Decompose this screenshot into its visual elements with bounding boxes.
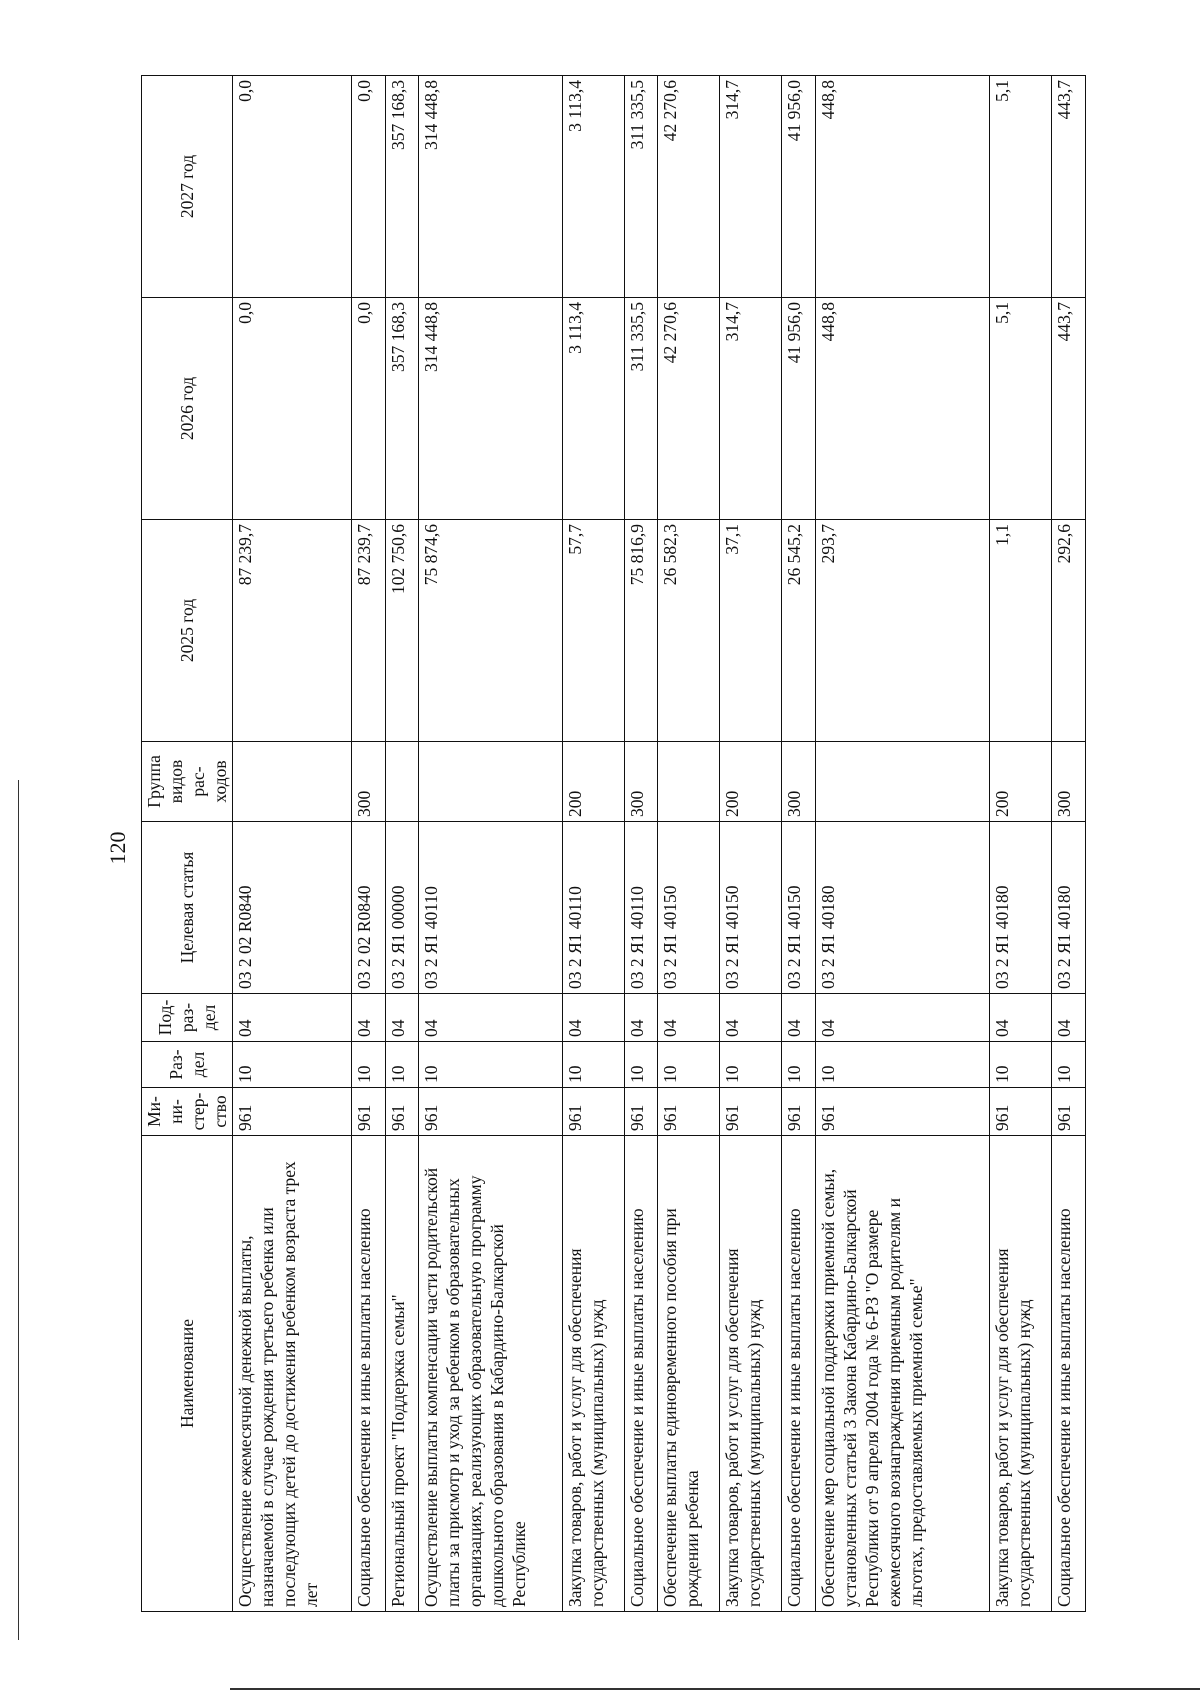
page-number: 120 [105,831,130,865]
header-target: Целевая статья [142,822,233,994]
cell-subsection: 04 [562,994,624,1042]
cell-name: Социальное обеспечение и иные выплаты населению [1052,1136,1086,1612]
cell-section: 10 [352,1042,385,1088]
cell-2025: 87 239,7 [352,520,385,742]
cell-group [385,742,418,822]
cell-group [815,742,989,822]
cell-2025: 26 582,3 [658,520,720,742]
cell-2027: 314,7 [720,76,782,298]
cell-ministry: 961 [1052,1088,1086,1136]
cell-group: 300 [624,742,657,822]
cell-2027: 448,8 [815,76,989,298]
cell-ministry: 961 [233,1088,352,1136]
cell-target: 03 2 Я1 40150 [720,822,782,994]
cell-name: Социальное обеспечение и иные выплаты населению [782,1136,815,1612]
cell-group [419,742,562,822]
rotated-page [141,76,1086,1612]
cell-2026: 443,7 [1052,298,1086,520]
cell-name: Социальное обеспечение и иные выплаты населению [624,1136,657,1612]
cell-2026: 41 956,0 [782,298,815,520]
cell-2025: 87 239,7 [233,520,352,742]
cell-target: 03 2 Я1 40180 [990,822,1052,994]
table-row [782,76,815,1612]
cell-group: 200 [562,742,624,822]
cell-group [658,742,720,822]
cell-target: 03 2 Я1 00000 [385,822,418,994]
cell-subsection: 04 [419,994,562,1042]
cell-name: Осуществление выплаты компенсации части родительской платы за присмотр и уход за ребенком в образовательных организациях, реализующих образовательную программу дошкольного образования в Кабардино-Балкарской Республике [419,1136,562,1612]
cell-subsection: 04 [815,994,989,1042]
cell-2027: 0,0 [233,76,352,298]
cell-subsection: 04 [385,994,418,1042]
cell-target: 03 2 02 R0840 [233,822,352,994]
table-row [815,76,989,1612]
cell-2025: 293,7 [815,520,989,742]
cell-section: 10 [720,1042,782,1088]
cell-subsection: 04 [782,994,815,1042]
table-header-row [142,76,233,1612]
cell-subsection: 04 [624,994,657,1042]
table-row [562,76,624,1612]
cell-section: 10 [624,1042,657,1088]
cell-2026: 0,0 [233,298,352,520]
cell-section: 10 [1052,1042,1086,1088]
cell-ministry: 961 [720,1088,782,1136]
cell-target: 03 2 Я1 40110 [562,822,624,994]
cell-2027: 5,1 [990,76,1052,298]
table-row [658,76,720,1612]
cell-section: 10 [782,1042,815,1088]
cell-target: 03 2 Я1 40180 [1052,822,1086,994]
cell-target: 03 2 Я1 40150 [658,822,720,994]
cell-ministry: 961 [419,1088,562,1136]
cell-section: 10 [562,1042,624,1088]
cell-2025: 292,6 [1052,520,1086,742]
cell-2027: 0,0 [352,76,385,298]
cell-2025: 37,1 [720,520,782,742]
cell-name: Региональный проект "Поддержка семьи" [385,1136,418,1612]
cell-2025: 75 874,6 [419,520,562,742]
cell-2027: 3 113,4 [562,76,624,298]
cell-name: Осуществление ежемесячной денежной выплаты, назначаемой в случае рождения третьего ребенка или последующих детей до достижения ребенком возраста трех лет [233,1136,352,1612]
cell-subsection: 04 [233,994,352,1042]
cell-ministry: 961 [385,1088,418,1136]
header-group: Группа видов рас- ходов [142,742,233,822]
cell-target: 03 2 Я1 40180 [815,822,989,994]
cell-2025: 75 816,9 [624,520,657,742]
scan-edge-left [18,780,19,1640]
cell-name: Обеспечение выплаты единовременного пособия при рождении ребенка [658,1136,720,1612]
cell-2026: 5,1 [990,298,1052,520]
header-section: Раз- дел [142,1042,233,1088]
header-ministry: Ми- ни- стер- ство [142,1088,233,1136]
cell-ministry: 961 [352,1088,385,1136]
header-2026: 2026 год [142,298,233,520]
table-row [352,76,385,1612]
table-row [419,76,562,1612]
cell-target: 03 2 Я1 40110 [624,822,657,994]
table-row [1052,76,1086,1612]
cell-section: 10 [419,1042,562,1088]
cell-2025: 26 545,2 [782,520,815,742]
table-row [720,76,782,1612]
cell-ministry: 961 [658,1088,720,1136]
cell-2025: 1,1 [990,520,1052,742]
cell-ministry: 961 [990,1088,1052,1136]
cell-name: Социальное обеспечение и иные выплаты населению [352,1136,385,1612]
cell-group: 300 [1052,742,1086,822]
cell-section: 10 [815,1042,989,1088]
header-2025: 2025 год [142,520,233,742]
cell-section: 10 [233,1042,352,1088]
cell-2026: 0,0 [352,298,385,520]
cell-2026: 3 113,4 [562,298,624,520]
cell-2026: 42 270,6 [658,298,720,520]
cell-2027: 42 270,6 [658,76,720,298]
cell-subsection: 04 [658,994,720,1042]
cell-target: 03 2 02 R0840 [352,822,385,994]
cell-ministry: 961 [782,1088,815,1136]
table-row [990,76,1052,1612]
cell-2025: 57,7 [562,520,624,742]
header-name: Наименование [142,1136,233,1612]
cell-2026: 314,7 [720,298,782,520]
cell-section: 10 [385,1042,418,1088]
cell-2027: 311 335,5 [624,76,657,298]
cell-2026: 357 168,3 [385,298,418,520]
cell-subsection: 04 [990,994,1052,1042]
cell-target: 03 2 Я1 40110 [419,822,562,994]
budget-table [141,75,1086,1612]
cell-group: 200 [720,742,782,822]
header-2027: 2027 год [142,76,233,298]
cell-section: 10 [990,1042,1052,1088]
table-row [624,76,657,1612]
table-row [233,76,352,1612]
cell-name: Закупка товаров, работ и услуг для обеспечения государственных (муниципальных) нужд [990,1136,1052,1612]
cell-2025: 102 750,6 [385,520,418,742]
cell-2026: 311 335,5 [624,298,657,520]
cell-subsection: 04 [1052,994,1086,1042]
cell-2027: 357 168,3 [385,76,418,298]
cell-name: Обеспечение мер социальной поддержки приемной семьи, установленных статьей 3 Закона Кабардино-Балкарской Республики от 9 апреля 2004 года № 6-РЗ "О размере ежемесячного вознаграждения приемным родителям и льготах, предоставляемых приемной семье" [815,1136,989,1612]
header-subsection: Под- раз- дел [142,994,233,1042]
cell-2027: 443,7 [1052,76,1086,298]
cell-subsection: 04 [720,994,782,1042]
cell-name: Закупка товаров, работ и услуг для обеспечения государственных (муниципальных) нужд [562,1136,624,1612]
cell-ministry: 961 [562,1088,624,1136]
cell-2027: 314 448,8 [419,76,562,298]
cell-section: 10 [658,1042,720,1088]
cell-2026: 314 448,8 [419,298,562,520]
cell-ministry: 961 [815,1088,989,1136]
cell-target: 03 2 Я1 40150 [782,822,815,994]
cell-2027: 41 956,0 [782,76,815,298]
cell-subsection: 04 [352,994,385,1042]
cell-group: 300 [782,742,815,822]
cell-group [233,742,352,822]
cell-name: Закупка товаров, работ и услуг для обеспечения государственных (муниципальных) нужд [720,1136,782,1612]
cell-2026: 448,8 [815,298,989,520]
table-row [385,76,418,1612]
cell-group: 300 [352,742,385,822]
cell-group: 200 [990,742,1052,822]
cell-ministry: 961 [624,1088,657,1136]
scan-edge-bottom [230,1688,1200,1690]
